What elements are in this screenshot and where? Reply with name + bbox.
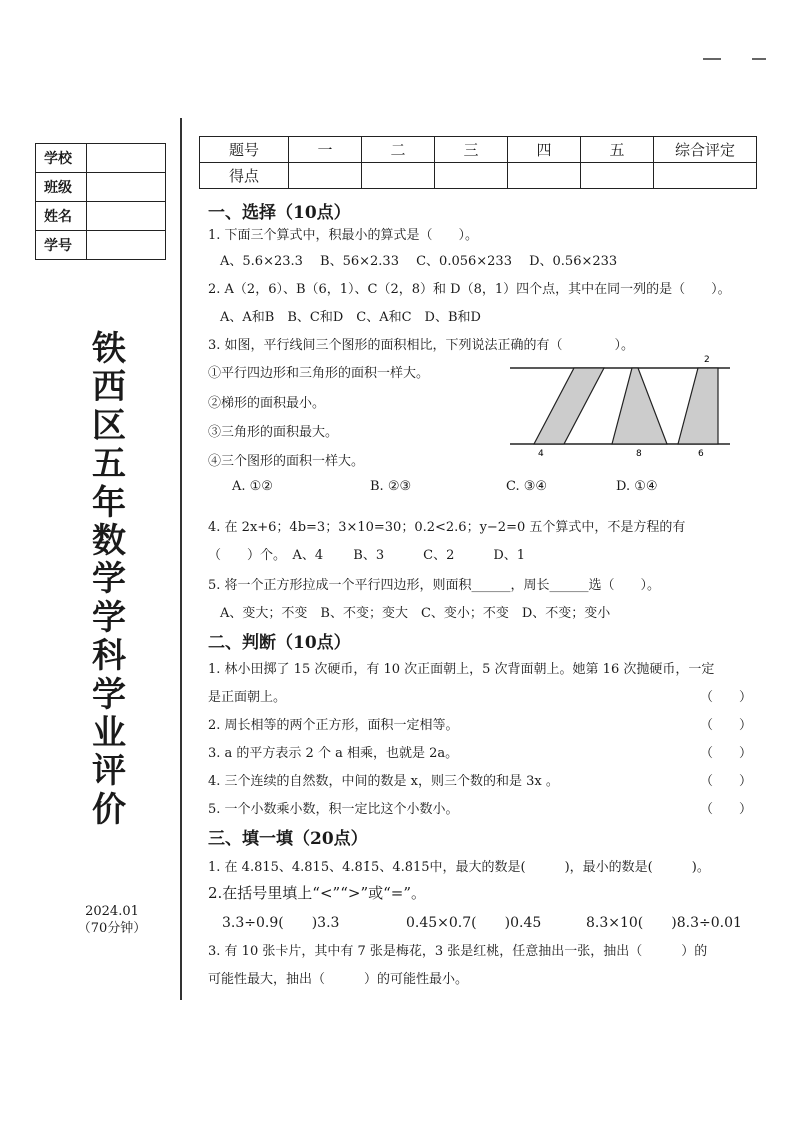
id-field[interactable] [87, 231, 166, 260]
section-1-title: 一、选择（10点） [208, 203, 351, 223]
answer-paren[interactable]: （ ） [700, 802, 753, 817]
fill-question-3: 3. 有 10 张卡片，其中有 7 张是梅花，3 张是红桃，任意抽出一张，抽出（ ）的 [208, 944, 708, 959]
score-header-cell: 四 [508, 137, 581, 163]
figure-label: 6 [698, 449, 704, 459]
score-header-cell: 二 [362, 137, 435, 163]
trapezoid-shape [678, 368, 718, 444]
score-cell[interactable] [362, 163, 435, 189]
title-char: 价 [92, 789, 126, 830]
question-1-1: 1. 下面三个算式中，积最小的算式是（ ）。 [208, 228, 479, 243]
comparison-item: 3.3÷0.9( )3.3 [222, 915, 340, 931]
judge-question-5: 5. 一个小数乘小数，积一定比这个小数小。 [208, 802, 459, 817]
title-char: 学 [92, 559, 126, 600]
question-1-2: 2. A（2，6）、B（6，1）、C（2，8）和 D（8，1）四个点，其中在同一列的是（ ）。 [208, 282, 731, 297]
triangle-shape [612, 368, 667, 444]
score-cell[interactable] [654, 163, 757, 189]
question-1-3-item: ①平行四边形和三角形的面积一样大。 [208, 366, 430, 381]
title-char: 五 [92, 444, 126, 485]
judge-question-3: 3. a 的平方表示 2 个 a 相乘，也就是 2a。 [208, 746, 459, 761]
title-char: 西 [92, 367, 126, 408]
figure-label: 2 [704, 355, 710, 365]
school-label: 学校 [36, 144, 87, 173]
exam-date: 2024.01 [85, 904, 139, 919]
fill-question-2: 2.在括号里填上“<”“>”或“=”。 [208, 884, 427, 902]
score-cell[interactable] [289, 163, 362, 189]
question-1-3-item: ④三个图形的面积一样大。 [208, 454, 365, 469]
question-1-1-options: A、5.6×23.3 B、56×2.33 C、0.056×233 D、0.56×233 [220, 254, 618, 269]
figure-label: 8 [636, 449, 642, 459]
answer-paren[interactable]: （ ） [700, 774, 753, 789]
student-info-table [35, 143, 166, 260]
section-2-title: 二、判断（10点） [208, 633, 351, 653]
question-1-3-option: C. ③④ [506, 479, 548, 494]
title-char: 学 [92, 674, 126, 715]
corner-mark [703, 58, 721, 60]
corner-mark [752, 58, 766, 60]
fill-question-1: 1. 在 4.815、4.815̇、4.81̇5̇、4.8̇15̇中，最大的数是( )，最小的数是( )。 [208, 860, 710, 875]
exam-title [84, 330, 134, 829]
score-cell[interactable] [581, 163, 654, 189]
title-char: 业 [92, 713, 126, 754]
score-row-label: 得点 [200, 163, 289, 189]
name-label: 姓名 [36, 202, 87, 231]
title-char: 科 [92, 636, 126, 677]
question-1-3-item: ②梯形的面积最小。 [208, 396, 326, 411]
question-1-3: 3. 如图，平行线间三个图形的面积相比，下列说法正确的有（ ）。 [208, 338, 635, 353]
score-header-cell: 一 [289, 137, 362, 163]
exam-duration: （70分钟） [77, 921, 147, 936]
judge-question-1: 1. 林小田掷了 15 次硬币，有 10 次正面朝上，5 次背面朝上。她第 16 次抛硬币，一定 [208, 662, 715, 677]
judge-question-2: 2. 周长相等的两个正方形，面积一定相等。 [208, 718, 459, 733]
question-1-2-options: A、A和B B、C和D C、A和C D、B和D [220, 310, 481, 325]
title-char: 学 [92, 597, 126, 638]
comparison-item: 8.3×10( )8.3÷0.01 [586, 915, 742, 931]
answer-paren[interactable]: （ ） [700, 718, 753, 733]
fill-question-3-cont: 可能性最大，抽出（ ）的可能性最小。 [208, 972, 469, 987]
comparison-item: 0.45×0.7( )0.45 [406, 915, 542, 931]
title-char: 数 [92, 521, 126, 562]
title-char: 年 [92, 482, 126, 523]
score-cell[interactable] [508, 163, 581, 189]
answer-paren[interactable]: （ ） [700, 690, 753, 705]
class-field[interactable] [87, 173, 166, 202]
figure-label: 4 [538, 449, 544, 459]
parallelogram-shape [534, 368, 604, 444]
answer-paren[interactable]: （ ） [700, 746, 753, 761]
class-label: 班级 [36, 173, 87, 202]
parallel-lines-figure [508, 350, 733, 462]
exam-date-block [62, 903, 162, 937]
question-1-4: 4. 在 2x+6；4b=3；3×10=30；0.2<2.6；y−2=0 五个算式中，不是方程的有 [208, 520, 686, 535]
school-field[interactable] [87, 144, 166, 173]
question-1-3-option: A. ①② [232, 479, 273, 494]
question-1-5: 5. 将一个正方形拉成一个平行四边形，则面积______，周长______选（ ）。 [208, 578, 661, 593]
score-header-cell: 题号 [200, 137, 289, 163]
question-1-3-item: ③三角形的面积最大。 [208, 425, 339, 440]
judge-question-1-cont: 是正面朝上。 [208, 690, 287, 705]
question-1-4-options: （ ）个。 A、4 B、3 C、2 D、1 [208, 548, 526, 563]
question-1-5-options: A、变大；不变 B、不变；变大 C、变小；不变 D、不变；变小 [220, 606, 611, 621]
binding-line [180, 118, 182, 1000]
section-3-title: 三、填一填（20点） [208, 829, 368, 849]
score-table [199, 136, 757, 189]
question-1-3-option: D. ①④ [616, 479, 658, 494]
score-header-cell: 五 [581, 137, 654, 163]
title-char: 评 [92, 751, 126, 792]
name-field[interactable] [87, 202, 166, 231]
judge-question-4: 4. 三个连续的自然数，中间的数是 x，则三个数的和是 3x 。 [208, 774, 559, 789]
score-header-cell: 综合评定 [654, 137, 757, 163]
title-char: 区 [92, 405, 126, 446]
score-header-cell: 三 [435, 137, 508, 163]
score-cell[interactable] [435, 163, 508, 189]
title-char: 铁 [92, 329, 126, 369]
id-label: 学号 [36, 231, 87, 260]
question-1-3-option: B. ②③ [370, 479, 412, 494]
